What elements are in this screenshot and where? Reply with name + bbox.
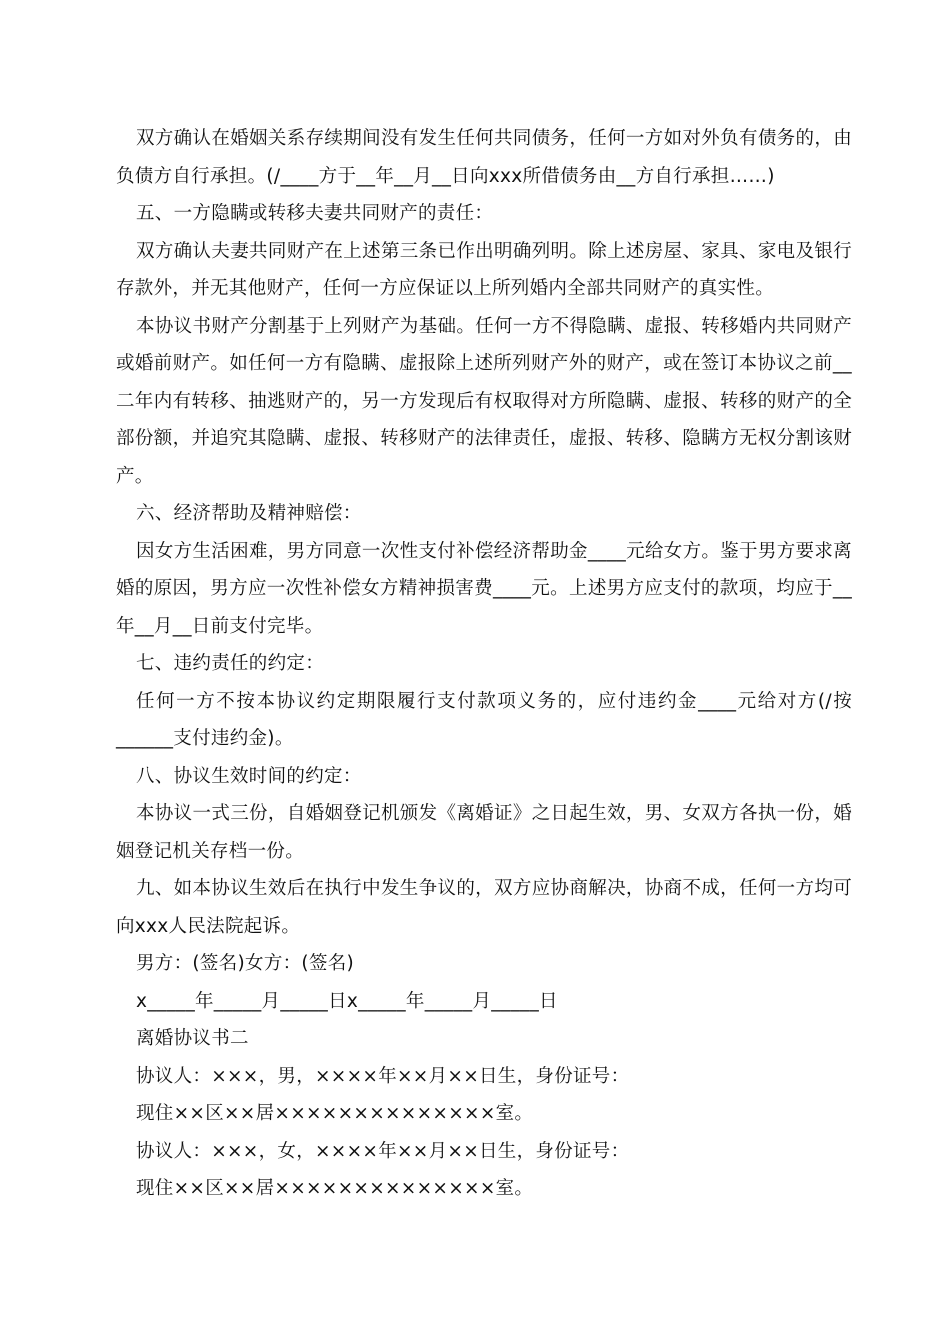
paragraph-penalty: 任何一方不按本协议约定期限履行支付款项义务的，应付违约金____元给对方(/按______支付违约金)。 — [116, 690, 852, 749]
section-heading-5: 五、一方隐瞒或转移夫妻共同财产的责任： — [136, 203, 494, 224]
section-heading-7: 七、违约责任的约定： — [136, 653, 325, 674]
document-subtitle: 离婚协议书二 — [136, 1028, 249, 1049]
party-1-address: 现住××区××居××××××××××××××室。 — [136, 1103, 534, 1124]
paragraph-joint-debt: 双方确认在婚姻关系存续期间没有发生任何共同债务，任何一方如对外负有债务的，由负债方自行承担。(/____方于__年__月__日向xxx所借债务由__方自行承担……) — [116, 128, 852, 187]
date-line: x_____年_____月_____日x_____年_____月_____日 — [136, 990, 558, 1012]
paragraph-dispute: 九、如本协议生效后在执行中发生争议的，双方应协商解决，协商不成，任何一方均可向xxx人民法院起诉。 — [116, 878, 852, 937]
party-1-info: 协议人：×××，男，××××年××月××日生，身份证号： — [136, 1065, 630, 1087]
paragraph-property-confirmation: 双方确认夫妻共同财产在上述第三条已作出明确列明。除上述房屋、家具、家电及银行存款外，并无其他财产，任何一方应保证以上所列婚内全部共同财产的真实性。 — [116, 240, 852, 299]
signature-line: 男方：(签名)女方：(签名) — [136, 953, 355, 974]
document-body — [116, 120, 852, 1208]
section-heading-6: 六、经济帮助及精神赔偿： — [136, 503, 362, 524]
paragraph-compensation: 因女方生活困难，男方同意一次性支付补偿经济帮助金____元给女方。鉴于男方要求离婚的原因，男方应一次性补偿女方精神损害费____元。上述男方应支付的款项，均应于__年__月__日前支付完毕。 — [116, 540, 852, 637]
paragraph-property-division: 本协议书财产分割基于上列财产为基础。任何一方不得隐瞒、虚报、转移婚内共同财产或婚前财产。如任何一方有隐瞒、虚报除上述所列财产外的财产，或在签订本协议之前__二年内有转移、抽逃财产的，另一方发现后有权取得对方所隐瞒、虚报、转移的财产的全部份额，并追究其隐瞒、虚报、转移财产的法律责任，虚报、转移、隐瞒方无权分割该财产。 — [116, 315, 852, 487]
party-2-info: 协议人：×××，女，××××年××月××日生，身份证号： — [136, 1140, 630, 1162]
party-2-address: 现住××区××居××××××××××××××室。 — [136, 1178, 534, 1199]
paragraph-effective-time: 本协议一式三份，自婚姻登记机颁发《离婚证》之日起生效，男、女双方各执一份，婚姻登记机关存档一份。 — [116, 803, 852, 862]
section-heading-8: 八、协议生效时间的约定： — [136, 765, 362, 787]
